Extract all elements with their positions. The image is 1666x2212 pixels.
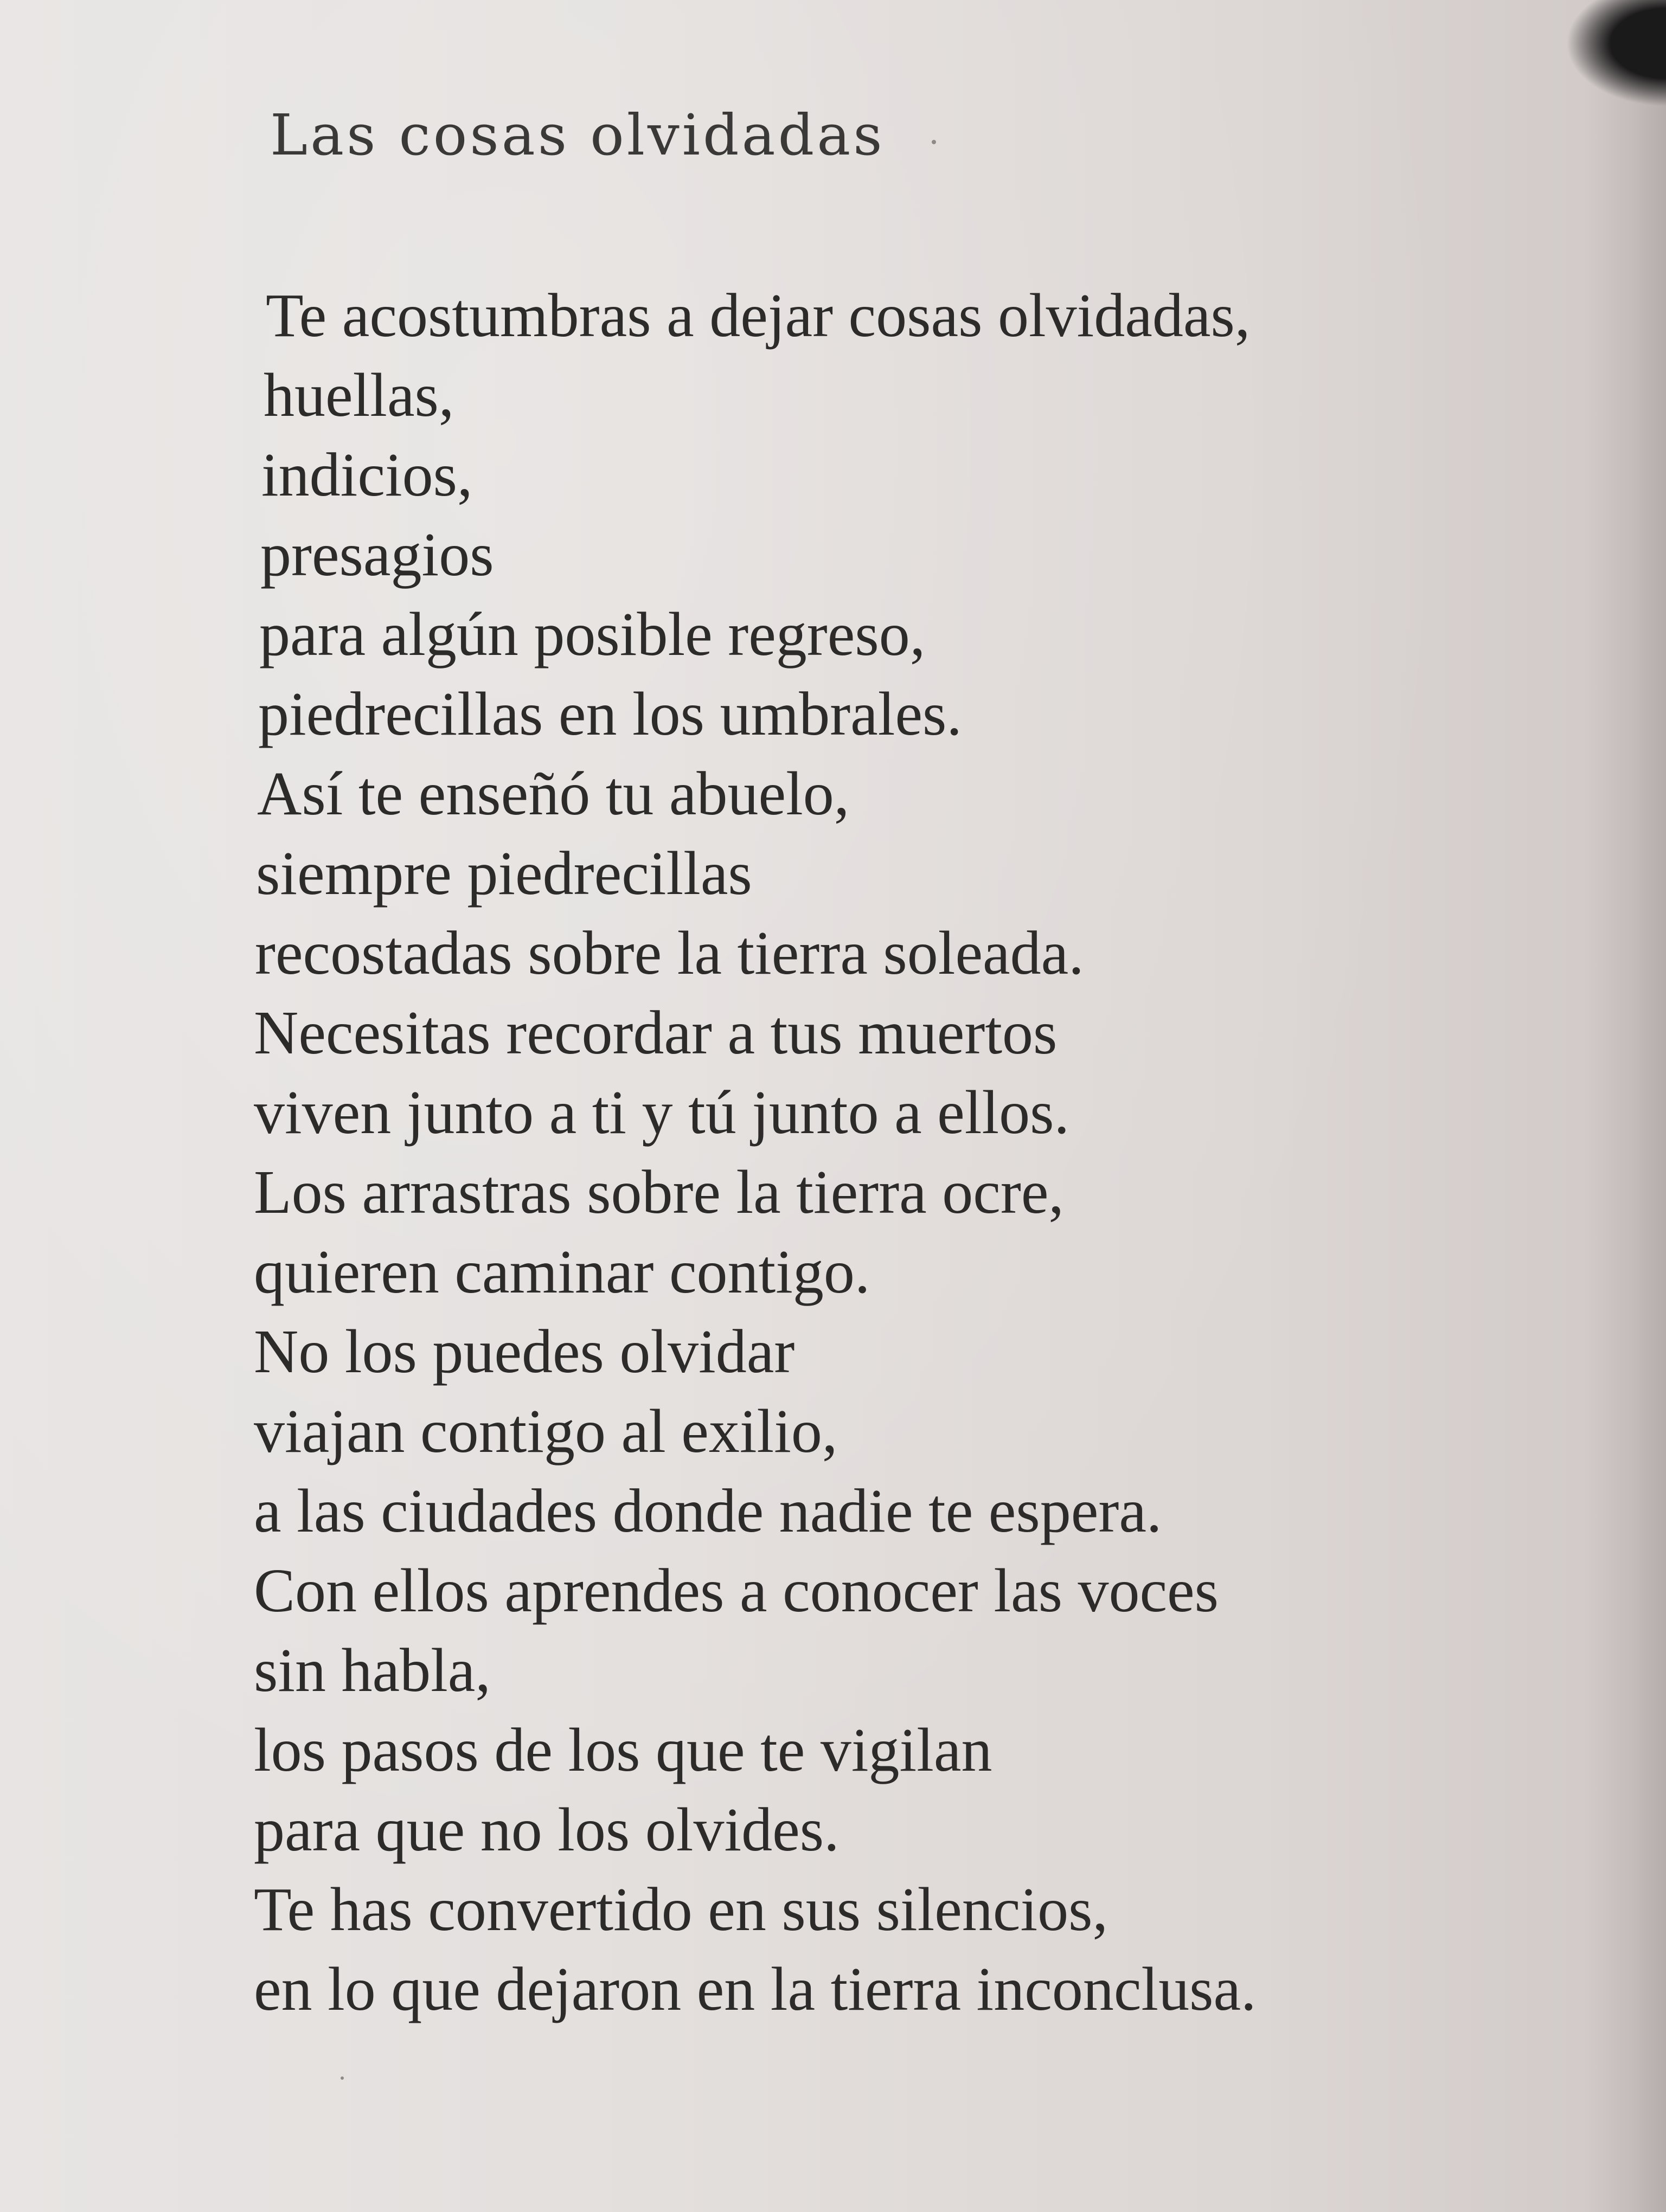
poem-line: siempre piedrecillas [256,839,752,908]
poem-line: Los arrastras sobre la tierra ocre, [254,1158,1064,1226]
poem-line: presagios [260,520,494,589]
poem-body [254,275,1582,2029]
poem-line: piedrecillas en los umbrales. [258,679,962,748]
poem-title: Las cosas olvidadas [270,102,885,168]
poem-line: sin habla, [254,1636,491,1705]
poem-line: Así te enseñó tu abuelo, [257,759,850,828]
poem-line: indicios, [261,440,473,509]
corner-shadow [1563,0,1666,108]
poem-line: para algún posible regreso, [259,600,926,668]
poem-line: viajan contigo al exilio, [254,1397,838,1465]
poem-line: Te acostumbras a dejar cosas olvidadas, [266,281,1251,350]
poem-line: a las ciudades donde nadie te espera. [254,1476,1162,1545]
poem-line: quieren caminar contigo. [254,1237,870,1306]
poem-line: para que no los olvides. [254,1795,840,1864]
poem-line: viven junto a ti y tú junto a ellos. [254,1078,1069,1147]
poem-line: huellas, [264,361,454,429]
page-edge-shadow [1585,0,1666,2212]
speck [932,140,936,144]
poem-line: Te has convertido en sus silencios, [254,1875,1108,1944]
poem-line: No los puedes olvidar [254,1317,795,1386]
poem-line: Con ellos aprendes a conocer las voces [254,1556,1219,1625]
poem-line: en lo que dejaron en la tierra inconclusa. [254,1954,1257,2023]
poem-line: Necesitas recordar a tus muertos [254,998,1058,1067]
poem-line: recostadas sobre la tierra soleada. [255,918,1084,987]
speck [341,2076,344,2080]
poem-line: los pasos de los que te vigilan [254,1715,992,1784]
